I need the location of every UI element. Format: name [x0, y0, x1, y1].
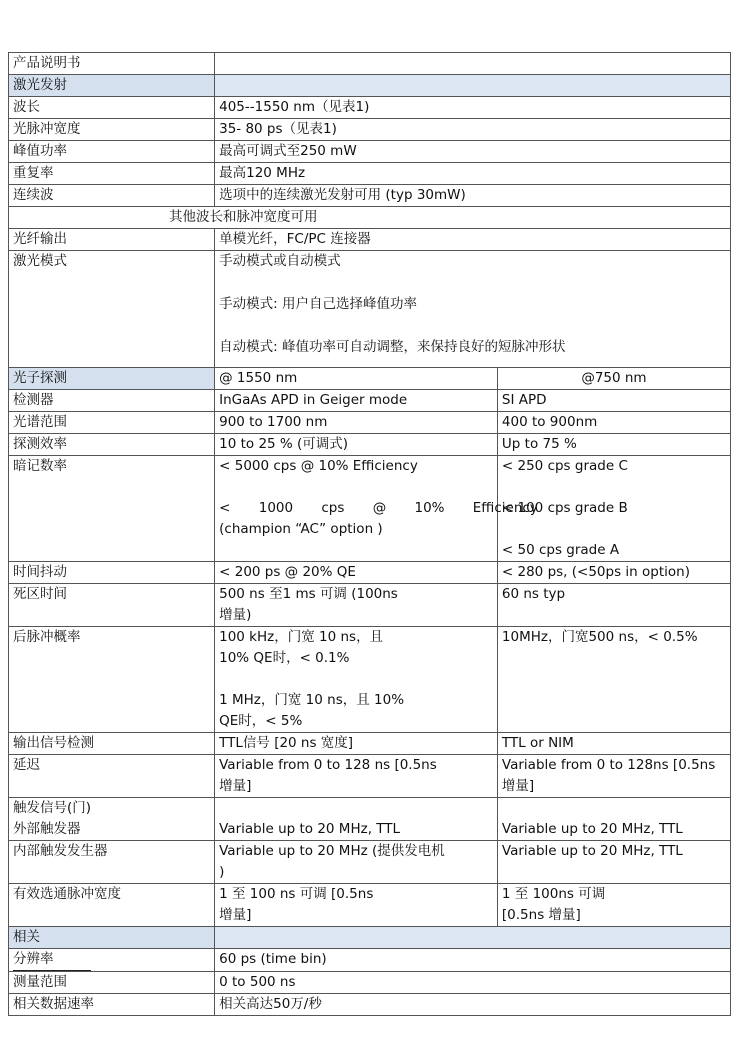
- afterpulse-line: QE时，< 5%: [219, 713, 303, 729]
- internal-trigger-label: 内部触发发生器: [9, 841, 215, 884]
- table-row: [9, 185, 731, 207]
- efficiency-750: Up to 75 %: [497, 434, 730, 456]
- dark-count-1550: [215, 456, 538, 562]
- afterpulse-line: 100 kHz，门宽 10 ns，且: [219, 629, 384, 645]
- dark-count-label: 暗记数率: [9, 456, 215, 562]
- title-row: [9, 53, 731, 75]
- efficiency-label: 探测效率: [9, 434, 215, 456]
- table-row: [9, 456, 731, 562]
- jitter-label: 时间抖动: [9, 562, 215, 584]
- table-row: [9, 949, 731, 972]
- wavelength-value: 405--1550 nm（见表1): [215, 97, 731, 119]
- table-row: [9, 390, 731, 412]
- afterpulse-line: 1 MHz，门宽 10 ns，且 10%: [219, 692, 405, 708]
- fiber-value: 单模光纤，FC/PC 连接器: [215, 229, 731, 251]
- table-row: [9, 119, 731, 141]
- internal-trigger-1550: [215, 841, 498, 884]
- resolution-label-text: 分辨率: [13, 949, 91, 971]
- detector-label: 检测器: [9, 390, 215, 412]
- table-row: [9, 733, 731, 755]
- trigger-label: [9, 798, 215, 841]
- cw-label: 连续波: [9, 185, 215, 207]
- dead-time-1550: [215, 584, 498, 627]
- correlation-section-row: [9, 927, 731, 949]
- pulse-width-label: 光脉冲宽度: [9, 119, 215, 141]
- table-row: [9, 412, 731, 434]
- table-row: [9, 884, 731, 927]
- gate-width-label: 有效选通脉冲宽度: [9, 884, 215, 927]
- output-label: 输出信号检测: [9, 733, 215, 755]
- table-row: [9, 141, 731, 163]
- delay-line: Variable from 0 to 128 ns [0.5ns: [219, 757, 437, 773]
- gate-width-750: [497, 884, 730, 927]
- delay-line: Variable from 0 to 128ns [0.5ns: [501, 757, 716, 773]
- afterpulse-1550: [215, 627, 498, 733]
- gate-width-line: 增量]: [219, 907, 252, 923]
- table-row: [9, 229, 731, 251]
- fiber-label: 光纤输出: [9, 229, 215, 251]
- correlation-section-header: 相关: [9, 927, 215, 949]
- output-1550: TTL信号 [20 ns 宽度]: [215, 733, 498, 755]
- pulse-width-value: 35- 80 ps（见表1): [215, 119, 731, 141]
- afterpulse-line: 10% QE时，< 0.1%: [219, 650, 350, 666]
- wavelength-label: 波长: [9, 97, 215, 119]
- peak-power-value: 最高可调式至250 mW: [215, 141, 731, 163]
- gate-width-line: 1 至 100ns 可调: [501, 886, 606, 902]
- dead-time-line: 增量): [219, 607, 252, 623]
- photon-col-1550: @ 1550 nm: [215, 368, 498, 390]
- laser-mode-value: [215, 251, 731, 368]
- jitter-750: < 280 ps, (<50ps in option): [497, 562, 730, 584]
- rep-rate-label: 重复率: [9, 163, 215, 185]
- rate-value: 相关高达50万/秒: [215, 994, 731, 1016]
- laser-mode-label: 激光模式: [9, 251, 215, 368]
- delay-line: 增量]: [501, 778, 535, 794]
- efficiency-1550: 10 to 25 % (可调式): [215, 434, 498, 456]
- gate-width-line: 1 至 100 ns 可调 [0.5ns: [219, 886, 374, 902]
- doc-title: 产品说明书: [9, 53, 215, 75]
- dead-time-line: 500 ns 至1 ms 可调 (100ns: [219, 586, 398, 602]
- delay-label: 延迟: [9, 755, 215, 798]
- dark-count-line: < 50 cps grade A: [501, 542, 620, 558]
- laser-mode-line: 手动模式: 用户自己选择峰值功率: [219, 296, 417, 312]
- photon-section-header: 光子探测: [9, 368, 215, 390]
- table-row: [9, 627, 731, 733]
- dead-time-label: 死区时间: [9, 584, 215, 627]
- dark-count-line: < 250 cps grade C: [501, 458, 628, 474]
- resolution-value: 60 ps (time bin): [215, 949, 731, 972]
- detector-750: SI APD: [497, 390, 730, 412]
- laser-section-header: 激光发射: [9, 75, 215, 97]
- photon-col-750: @750 nm: [497, 368, 730, 390]
- afterpulse-750: 10MHz，门宽500 ns，< 0.5%: [497, 627, 730, 733]
- dark-count-line: < 100 cps grade B: [501, 500, 628, 516]
- dark-count-750: [497, 456, 730, 562]
- delay-1550: [215, 755, 498, 798]
- rate-label: 相关数据速率: [9, 994, 215, 1016]
- detector-1550: InGaAs APD in Geiger mode: [215, 390, 498, 412]
- table-row: [9, 798, 731, 841]
- spectral-1550: 900 to 1700 nm: [215, 412, 498, 434]
- spectral-label: 光谱范围: [9, 412, 215, 434]
- photon-section-row: [9, 368, 731, 390]
- internal-trigger-line: ): [219, 864, 225, 880]
- trigger-label-line: 触发信号(门): [13, 800, 92, 816]
- table-row: [9, 972, 731, 994]
- dark-count-line: < 1000 cps @ 10% Efficiency: [219, 500, 538, 516]
- afterpulse-label: 后脉冲概率: [9, 627, 215, 733]
- gate-width-line: [0.5ns 增量]: [501, 907, 581, 923]
- table-row: [9, 584, 731, 627]
- output-750: TTL or NIM: [497, 733, 730, 755]
- table-row: [9, 97, 731, 119]
- note-row: [9, 207, 731, 229]
- internal-trigger-line: Variable up to 20 MHz (提供发电机: [219, 843, 445, 859]
- spectral-750: 400 to 900nm: [497, 412, 730, 434]
- other-options-note: 其他波长和脉冲宽度可用: [9, 207, 731, 229]
- dead-time-750: 60 ns typ: [497, 584, 730, 627]
- peak-power-label: 峰值功率: [9, 141, 215, 163]
- laser-mode-line: 手动模式或自动模式: [219, 253, 341, 269]
- table-row: [9, 251, 731, 368]
- delay-750: [497, 755, 730, 798]
- cw-value: 选项中的连续激光发射可用 (typ 30mW): [215, 185, 731, 207]
- resolution-label: [9, 949, 215, 972]
- dark-count-line: < 5000 cps @ 10% Efficiency: [219, 458, 418, 474]
- jitter-1550: < 200 ps @ 20% QE: [215, 562, 498, 584]
- table-row: [9, 994, 731, 1016]
- table-row: [9, 841, 731, 884]
- dark-count-line: (champion “AC” option ): [219, 521, 383, 537]
- table-row: [9, 562, 731, 584]
- delay-line: 增量]: [219, 778, 252, 794]
- spec-table: [8, 52, 731, 1016]
- table-row: [9, 755, 731, 798]
- range-label: 测量范围: [9, 972, 215, 994]
- laser-mode-line: 自动模式: 峰值功率可自动调整，来保持良好的短脉冲形状: [219, 339, 566, 355]
- trigger-label-line: 外部触发器: [13, 821, 81, 837]
- table-row: [9, 163, 731, 185]
- trigger-1550: Variable up to 20 MHz, TTL: [215, 798, 498, 841]
- gate-width-1550: [215, 884, 498, 927]
- laser-section-row: [9, 75, 731, 97]
- internal-trigger-750: Variable up to 20 MHz, TTL: [497, 841, 730, 884]
- trigger-750: Variable up to 20 MHz, TTL: [497, 798, 730, 841]
- rep-rate-value: 最高120 MHz: [215, 163, 731, 185]
- table-row: [9, 434, 731, 456]
- range-value: 0 to 500 ns: [215, 972, 731, 994]
